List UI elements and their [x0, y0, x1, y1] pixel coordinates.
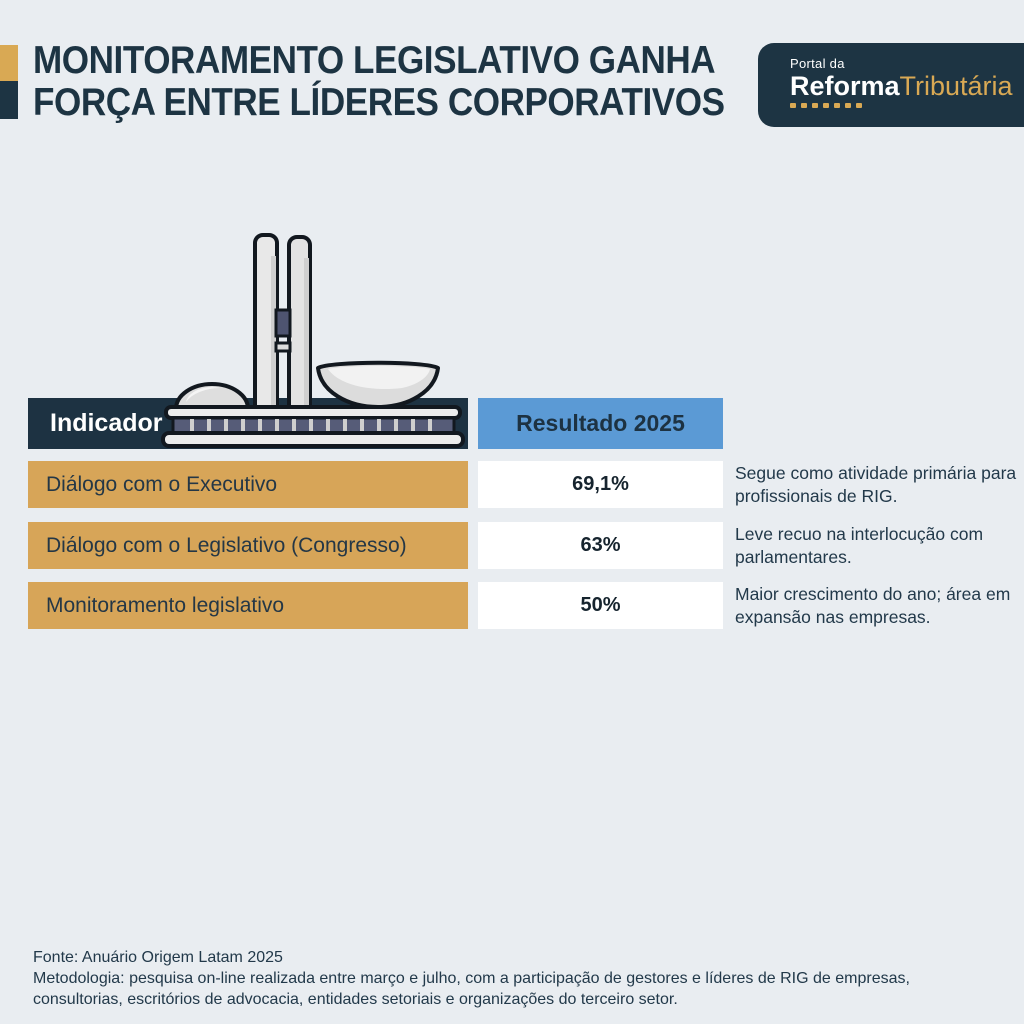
table-row-note: Segue como atividade primária para profissionais de RIG.: [735, 462, 1017, 506]
footer-source: Fonte: Anuário Origem Latam 2025: [33, 949, 283, 966]
table-row-value: 63%: [478, 522, 723, 569]
table-row-indicator: Diálogo com o Executivo: [28, 461, 468, 508]
accent-gold-block: [0, 45, 18, 81]
logo-top-text: Portal da: [790, 56, 845, 71]
title-line-2: FORÇA ENTRE LÍDERES CORPORATIVOS: [33, 81, 725, 124]
congress-building-illustration: [158, 226, 470, 454]
footer-methodology: Metodologia: pesquisa on-line realizada entre março e julho, com a participação de gestores e líderes de RIG de empresas, consultorias, escritórios de advocacia, entidades setoriais e organizações do terceiro setor.: [33, 970, 910, 1008]
title-line-1: MONITORAMENTO LEGISLATIVO GANHA: [33, 39, 716, 82]
header-accent-bar: [0, 45, 18, 119]
column-header-result: Resultado 2025: [478, 398, 723, 449]
table-row-value: 50%: [478, 582, 723, 629]
accent-navy-block: [0, 81, 18, 119]
table-row-note: Leve recuo na interlocução com parlamentares.: [735, 523, 984, 567]
page-title: [33, 39, 725, 124]
brand-logo: [758, 43, 1024, 127]
logo-dots-decoration: [790, 103, 1004, 108]
table-row-indicator: Monitoramento legislativo: [28, 582, 468, 629]
logo-brand-bold: Reforma: [790, 71, 900, 101]
column-header-indicator: Indicador: [28, 398, 468, 449]
table-row-note: Maior crescimento do ano; área em expansão nas empresas.: [735, 583, 1011, 627]
logo-brand-light: Tributária: [899, 71, 1013, 101]
table-row-value: 69,1%: [478, 461, 723, 508]
logo-brand-text: [790, 71, 1013, 101]
table-row-indicator: Diálogo com o Legislativo (Congresso): [28, 522, 468, 569]
footer: [33, 947, 933, 1010]
